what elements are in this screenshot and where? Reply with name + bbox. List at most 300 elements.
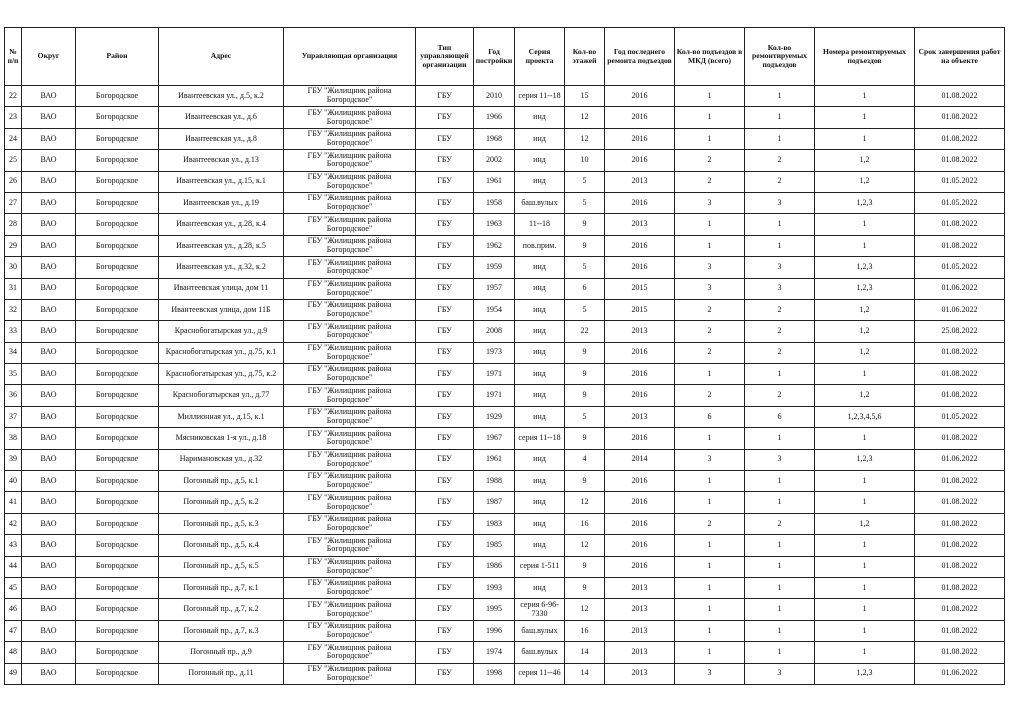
- deadline-cell: 01.08.2022: [915, 235, 1005, 256]
- build-year-cell: 1985: [474, 535, 515, 556]
- district-cell: Богородское: [76, 128, 159, 149]
- build-year-cell: 1966: [474, 107, 515, 128]
- last-repair-year-cell: 2016: [605, 192, 675, 213]
- district-cell: Богородское: [76, 428, 159, 449]
- table-row: [5, 257, 1005, 278]
- org-type-cell: ГБУ: [416, 257, 474, 278]
- build-year-cell: 1963: [474, 214, 515, 235]
- district-cell: Богородское: [76, 321, 159, 342]
- last-repair-year-cell: 2013: [605, 599, 675, 620]
- address-cell: Краснобогатырская ул., д.75, к.1: [159, 342, 284, 363]
- entrances-repaired-cell: 1: [745, 364, 815, 385]
- deadline-cell: 01.08.2022: [915, 535, 1005, 556]
- floors-cell: 12: [565, 128, 605, 149]
- entrances-repaired-cell: 2: [745, 299, 815, 320]
- entrance-numbers-cell: 1: [815, 599, 915, 620]
- last-repair-year-cell: 2013: [605, 321, 675, 342]
- floors-cell: 9: [565, 214, 605, 235]
- management-org-cell: ГБУ "Жилищник района Богородское": [284, 535, 416, 556]
- entrance-numbers-cell: 1,2: [815, 150, 915, 171]
- entrances-total-cell: 1: [675, 599, 745, 620]
- header-cell: Кол-во подъездов в МКД (всего): [675, 28, 745, 86]
- management-org-cell: ГБУ "Жилищник района Богородское": [284, 214, 416, 235]
- management-org-cell: ГБУ "Жилищник района Богородское": [284, 192, 416, 213]
- deadline-cell: 01.08.2022: [915, 342, 1005, 363]
- last-repair-year-cell: 2013: [605, 577, 675, 598]
- table-row: [5, 535, 1005, 556]
- entrances-repaired-cell: 2: [745, 150, 815, 171]
- org-type-cell: ГБУ: [416, 535, 474, 556]
- row-number-cell: 41: [5, 492, 22, 513]
- table-row: [5, 428, 1005, 449]
- okrug-cell: ВАО: [22, 86, 76, 107]
- address-cell: Погонный пр., д.7, к.3: [159, 620, 284, 641]
- row-number-cell: 43: [5, 535, 22, 556]
- entrance-numbers-cell: 1: [815, 642, 915, 663]
- address-cell: Погонный пр., д.11: [159, 663, 284, 684]
- build-year-cell: 1967: [474, 428, 515, 449]
- management-org-cell: ГБУ "Жилищник района Богородское": [284, 577, 416, 598]
- row-number-cell: 40: [5, 471, 22, 492]
- row-number-cell: 44: [5, 556, 22, 577]
- entrances-total-cell: 3: [675, 257, 745, 278]
- row-number-cell: 49: [5, 663, 22, 684]
- build-year-cell: 1971: [474, 364, 515, 385]
- district-cell: Богородское: [76, 492, 159, 513]
- management-org-cell: ГБУ "Жилищник района Богородское": [284, 556, 416, 577]
- project-series-cell: серия 11--18: [515, 428, 565, 449]
- build-year-cell: 1998: [474, 663, 515, 684]
- entrances-repaired-cell: 1: [745, 620, 815, 641]
- last-repair-year-cell: 2016: [605, 86, 675, 107]
- entrance-numbers-cell: 1,2,3: [815, 449, 915, 470]
- row-number-cell: 36: [5, 385, 22, 406]
- management-org-cell: ГБУ "Жилищник района Богородское": [284, 385, 416, 406]
- project-series-cell: инд: [515, 299, 565, 320]
- build-year-cell: 1968: [474, 128, 515, 149]
- last-repair-year-cell: 2016: [605, 385, 675, 406]
- build-year-cell: 2008: [474, 321, 515, 342]
- entrance-numbers-cell: 1,2: [815, 321, 915, 342]
- header-cell: Кол-во ремонтируемых подъездов: [745, 28, 815, 86]
- project-series-cell: инд: [515, 535, 565, 556]
- last-repair-year-cell: 2013: [605, 214, 675, 235]
- deadline-cell: 01.06.2022: [915, 449, 1005, 470]
- row-number-cell: 33: [5, 321, 22, 342]
- floors-cell: 5: [565, 406, 605, 427]
- floors-cell: 5: [565, 257, 605, 278]
- org-type-cell: ГБУ: [416, 128, 474, 149]
- project-series-cell: инд: [515, 257, 565, 278]
- table-row: [5, 577, 1005, 598]
- table-row: [5, 150, 1005, 171]
- deadline-cell: 01.08.2022: [915, 385, 1005, 406]
- okrug-cell: ВАО: [22, 107, 76, 128]
- last-repair-year-cell: 2016: [605, 513, 675, 534]
- district-cell: Богородское: [76, 535, 159, 556]
- project-series-cell: инд: [515, 513, 565, 534]
- entrances-total-cell: 1: [675, 642, 745, 663]
- build-year-cell: 1971: [474, 385, 515, 406]
- district-cell: Богородское: [76, 449, 159, 470]
- table-body: [5, 86, 1005, 685]
- last-repair-year-cell: 2016: [605, 107, 675, 128]
- table-row: [5, 321, 1005, 342]
- floors-cell: 5: [565, 171, 605, 192]
- entrances-total-cell: 1: [675, 86, 745, 107]
- build-year-cell: 1996: [474, 620, 515, 641]
- address-cell: Ивантеевская улица, дом 11Б: [159, 299, 284, 320]
- deadline-cell: 01.05.2022: [915, 192, 1005, 213]
- management-org-cell: ГБУ "Жилищник района Богородское": [284, 235, 416, 256]
- last-repair-year-cell: 2016: [605, 235, 675, 256]
- row-number-cell: 34: [5, 342, 22, 363]
- district-cell: Богородское: [76, 86, 159, 107]
- entrances-repaired-cell: 2: [745, 385, 815, 406]
- management-org-cell: ГБУ "Жилищник района Богородское": [284, 107, 416, 128]
- entrance-numbers-cell: 1: [815, 577, 915, 598]
- row-number-cell: 48: [5, 642, 22, 663]
- org-type-cell: ГБУ: [416, 599, 474, 620]
- entrance-numbers-cell: 1,2,3: [815, 278, 915, 299]
- floors-cell: 14: [565, 663, 605, 684]
- floors-cell: 5: [565, 192, 605, 213]
- floors-cell: 9: [565, 385, 605, 406]
- deadline-cell: 01.06.2022: [915, 663, 1005, 684]
- okrug-cell: ВАО: [22, 535, 76, 556]
- management-org-cell: ГБУ "Жилищник района Богородское": [284, 364, 416, 385]
- address-cell: Погонный пр., д.5, к.4: [159, 535, 284, 556]
- entrances-total-cell: 2: [675, 171, 745, 192]
- build-year-cell: 1995: [474, 599, 515, 620]
- build-year-cell: 1959: [474, 257, 515, 278]
- entrance-numbers-cell: 1: [815, 214, 915, 235]
- entrance-numbers-cell: 1: [815, 235, 915, 256]
- org-type-cell: ГБУ: [416, 150, 474, 171]
- org-type-cell: ГБУ: [416, 107, 474, 128]
- deadline-cell: 01.08.2022: [915, 428, 1005, 449]
- district-cell: Богородское: [76, 471, 159, 492]
- org-type-cell: ГБУ: [416, 192, 474, 213]
- district-cell: Богородское: [76, 150, 159, 171]
- entrances-repaired-cell: 1: [745, 492, 815, 513]
- okrug-cell: ВАО: [22, 471, 76, 492]
- table-row: [5, 278, 1005, 299]
- header-cell: Номера ремонтируемых подъездов: [815, 28, 915, 86]
- entrances-total-cell: 1: [675, 556, 745, 577]
- table-row: [5, 406, 1005, 427]
- floors-cell: 9: [565, 471, 605, 492]
- build-year-cell: 2002: [474, 150, 515, 171]
- entrance-numbers-cell: 1: [815, 428, 915, 449]
- row-number-cell: 25: [5, 150, 22, 171]
- address-cell: Погонный пр., д.5, к.2: [159, 492, 284, 513]
- deadline-cell: 01.08.2022: [915, 620, 1005, 641]
- row-number-cell: 26: [5, 171, 22, 192]
- entrances-total-cell: 2: [675, 513, 745, 534]
- table-row: [5, 663, 1005, 684]
- entrances-repaired-cell: 1: [745, 235, 815, 256]
- build-year-cell: 1988: [474, 471, 515, 492]
- header-cell: Район: [76, 28, 159, 86]
- row-number-cell: 30: [5, 257, 22, 278]
- project-series-cell: инд: [515, 449, 565, 470]
- deadline-cell: 01.08.2022: [915, 556, 1005, 577]
- last-repair-year-cell: 2015: [605, 299, 675, 320]
- last-repair-year-cell: 2016: [605, 428, 675, 449]
- entrances-total-cell: 3: [675, 449, 745, 470]
- table-row: [5, 128, 1005, 149]
- deadline-cell: 01.08.2022: [915, 577, 1005, 598]
- address-cell: Мясниковская 1-я ул., д.18: [159, 428, 284, 449]
- okrug-cell: ВАО: [22, 406, 76, 427]
- address-cell: Погонный пр., д.7, к.1: [159, 577, 284, 598]
- build-year-cell: 1974: [474, 642, 515, 663]
- address-cell: Ивантеевская ул., д.15, к.1: [159, 171, 284, 192]
- management-org-cell: ГБУ "Жилищник района Богородское": [284, 492, 416, 513]
- table-row: [5, 342, 1005, 363]
- entrance-numbers-cell: 1: [815, 492, 915, 513]
- row-number-cell: 35: [5, 364, 22, 385]
- project-series-cell: инд: [515, 321, 565, 342]
- row-number-cell: 42: [5, 513, 22, 534]
- entrances-total-cell: 1: [675, 364, 745, 385]
- project-series-cell: инд: [515, 150, 565, 171]
- district-cell: Богородское: [76, 599, 159, 620]
- district-cell: Богородское: [76, 406, 159, 427]
- management-org-cell: ГБУ "Жилищник района Богородское": [284, 342, 416, 363]
- management-org-cell: ГБУ "Жилищник района Богородское": [284, 128, 416, 149]
- entrances-repaired-cell: 2: [745, 171, 815, 192]
- entrances-total-cell: 2: [675, 150, 745, 171]
- okrug-cell: ВАО: [22, 556, 76, 577]
- table-row: [5, 171, 1005, 192]
- deadline-cell: 01.08.2022: [915, 86, 1005, 107]
- floors-cell: 9: [565, 556, 605, 577]
- floors-cell: 15: [565, 86, 605, 107]
- project-series-cell: баш.вулых: [515, 620, 565, 641]
- address-cell: Краснобогатырская ул., д.9: [159, 321, 284, 342]
- address-cell: Краснобогатырская ул., д.75, к.2: [159, 364, 284, 385]
- okrug-cell: ВАО: [22, 150, 76, 171]
- row-number-cell: 27: [5, 192, 22, 213]
- management-org-cell: ГБУ "Жилищник района Богородское": [284, 599, 416, 620]
- build-year-cell: 1973: [474, 342, 515, 363]
- project-series-cell: инд: [515, 171, 565, 192]
- entrance-numbers-cell: 1,2: [815, 385, 915, 406]
- org-type-cell: ГБУ: [416, 171, 474, 192]
- entrances-repaired-cell: 1: [745, 535, 815, 556]
- management-org-cell: ГБУ "Жилищник района Богородское": [284, 642, 416, 663]
- project-series-cell: инд: [515, 406, 565, 427]
- project-series-cell: серия 1-511: [515, 556, 565, 577]
- district-cell: Богородское: [76, 257, 159, 278]
- table-row: [5, 471, 1005, 492]
- row-number-cell: 28: [5, 214, 22, 235]
- row-number-cell: 31: [5, 278, 22, 299]
- row-number-cell: 45: [5, 577, 22, 598]
- entrances-repaired-cell: 1: [745, 642, 815, 663]
- deadline-cell: 25.08.2022: [915, 321, 1005, 342]
- address-cell: Ивантеевская ул., д.6: [159, 107, 284, 128]
- table-row: [5, 599, 1005, 620]
- last-repair-year-cell: 2016: [605, 471, 675, 492]
- build-year-cell: 2010: [474, 86, 515, 107]
- deadline-cell: 01.05.2022: [915, 171, 1005, 192]
- entrance-numbers-cell: 1,2: [815, 299, 915, 320]
- entrance-numbers-cell: 1: [815, 107, 915, 128]
- floors-cell: 9: [565, 235, 605, 256]
- okrug-cell: ВАО: [22, 321, 76, 342]
- last-repair-year-cell: 2016: [605, 364, 675, 385]
- floors-cell: 9: [565, 428, 605, 449]
- build-year-cell: 1957: [474, 278, 515, 299]
- row-number-cell: 38: [5, 428, 22, 449]
- entrances-total-cell: 1: [675, 428, 745, 449]
- entrances-repaired-cell: 3: [745, 192, 815, 213]
- project-series-cell: инд: [515, 278, 565, 299]
- org-type-cell: ГБУ: [416, 513, 474, 534]
- district-cell: Богородское: [76, 235, 159, 256]
- table-row: [5, 492, 1005, 513]
- last-repair-year-cell: 2015: [605, 278, 675, 299]
- project-series-cell: баш.вулых: [515, 642, 565, 663]
- entrance-numbers-cell: 1: [815, 128, 915, 149]
- last-repair-year-cell: 2016: [605, 556, 675, 577]
- district-cell: Богородское: [76, 342, 159, 363]
- district-cell: Богородское: [76, 278, 159, 299]
- deadline-cell: 01.05.2022: [915, 257, 1005, 278]
- entrance-numbers-cell: 1: [815, 535, 915, 556]
- last-repair-year-cell: 2016: [605, 257, 675, 278]
- management-org-cell: ГБУ "Жилищник района Богородское": [284, 513, 416, 534]
- last-repair-year-cell: 2016: [605, 128, 675, 149]
- entrances-total-cell: 1: [675, 128, 745, 149]
- management-org-cell: ГБУ "Жилищник района Богородское": [284, 171, 416, 192]
- district-cell: Богородское: [76, 663, 159, 684]
- okrug-cell: ВАО: [22, 128, 76, 149]
- org-type-cell: ГБУ: [416, 471, 474, 492]
- org-type-cell: ГБУ: [416, 214, 474, 235]
- project-series-cell: инд: [515, 364, 565, 385]
- repair-schedule-table: [4, 27, 1005, 685]
- build-year-cell: 1929: [474, 406, 515, 427]
- okrug-cell: ВАО: [22, 642, 76, 663]
- org-type-cell: ГБУ: [416, 428, 474, 449]
- floors-cell: 4: [565, 449, 605, 470]
- floors-cell: 14: [565, 642, 605, 663]
- header-cell: Тип управляющей организации: [416, 28, 474, 86]
- project-series-cell: инд: [515, 342, 565, 363]
- deadline-cell: 01.08.2022: [915, 364, 1005, 385]
- management-org-cell: ГБУ "Жилищник района Богородское": [284, 406, 416, 427]
- entrance-numbers-cell: 1: [815, 471, 915, 492]
- entrances-total-cell: 1: [675, 235, 745, 256]
- deadline-cell: 01.08.2022: [915, 150, 1005, 171]
- entrances-total-cell: 3: [675, 192, 745, 213]
- org-type-cell: ГБУ: [416, 406, 474, 427]
- floors-cell: 16: [565, 513, 605, 534]
- entrances-repaired-cell: 3: [745, 663, 815, 684]
- address-cell: Ивантеевская ул., д.8: [159, 128, 284, 149]
- project-series-cell: инд: [515, 577, 565, 598]
- build-year-cell: 1993: [474, 577, 515, 598]
- district-cell: Богородское: [76, 192, 159, 213]
- okrug-cell: ВАО: [22, 171, 76, 192]
- address-cell: Погонный пр., д.9: [159, 642, 284, 663]
- table-row: [5, 299, 1005, 320]
- last-repair-year-cell: 2014: [605, 449, 675, 470]
- district-cell: Богородское: [76, 364, 159, 385]
- table-row: [5, 214, 1005, 235]
- entrances-repaired-cell: 1: [745, 428, 815, 449]
- floors-cell: 12: [565, 535, 605, 556]
- build-year-cell: 1961: [474, 449, 515, 470]
- header-cell: Адрес: [159, 28, 284, 86]
- management-org-cell: ГБУ "Жилищник района Богородское": [284, 299, 416, 320]
- entrance-numbers-cell: 1: [815, 556, 915, 577]
- build-year-cell: 1961: [474, 171, 515, 192]
- entrances-repaired-cell: 3: [745, 278, 815, 299]
- okrug-cell: ВАО: [22, 278, 76, 299]
- okrug-cell: ВАО: [22, 235, 76, 256]
- last-repair-year-cell: 2013: [605, 171, 675, 192]
- floors-cell: 16: [565, 620, 605, 641]
- entrances-repaired-cell: 2: [745, 321, 815, 342]
- entrances-total-cell: 3: [675, 663, 745, 684]
- entrance-numbers-cell: 1,2: [815, 171, 915, 192]
- okrug-cell: ВАО: [22, 620, 76, 641]
- floors-cell: 6: [565, 278, 605, 299]
- header-cell: Управляющая организация: [284, 28, 416, 86]
- okrug-cell: ВАО: [22, 364, 76, 385]
- row-number-cell: 29: [5, 235, 22, 256]
- management-org-cell: ГБУ "Жилищник района Богородское": [284, 620, 416, 641]
- address-cell: Ивантеевская улица, дом 11: [159, 278, 284, 299]
- entrances-repaired-cell: 6: [745, 406, 815, 427]
- district-cell: Богородское: [76, 299, 159, 320]
- okrug-cell: ВАО: [22, 449, 76, 470]
- org-type-cell: ГБУ: [416, 86, 474, 107]
- address-cell: Миллионная ул., д.15, к.1: [159, 406, 284, 427]
- district-cell: Богородское: [76, 107, 159, 128]
- entrances-repaired-cell: 1: [745, 107, 815, 128]
- build-year-cell: 1987: [474, 492, 515, 513]
- org-type-cell: ГБУ: [416, 364, 474, 385]
- entrances-repaired-cell: 1: [745, 577, 815, 598]
- entrances-repaired-cell: 3: [745, 449, 815, 470]
- management-org-cell: ГБУ "Жилищник района Богородское": [284, 471, 416, 492]
- address-cell: Погонный пр., д.7, к.2: [159, 599, 284, 620]
- entrances-repaired-cell: 1: [745, 556, 815, 577]
- org-type-cell: ГБУ: [416, 299, 474, 320]
- floors-cell: 12: [565, 107, 605, 128]
- address-cell: Ивантеевская ул., д.28, к.5: [159, 235, 284, 256]
- last-repair-year-cell: 2016: [605, 535, 675, 556]
- deadline-cell: 01.08.2022: [915, 214, 1005, 235]
- deadline-cell: 01.08.2022: [915, 471, 1005, 492]
- deadline-cell: 01.08.2022: [915, 492, 1005, 513]
- entrance-numbers-cell: 1,2,3: [815, 257, 915, 278]
- entrances-total-cell: 1: [675, 577, 745, 598]
- row-number-cell: 24: [5, 128, 22, 149]
- entrances-repaired-cell: 1: [745, 599, 815, 620]
- build-year-cell: 1983: [474, 513, 515, 534]
- org-type-cell: ГБУ: [416, 620, 474, 641]
- row-number-cell: 22: [5, 86, 22, 107]
- floors-cell: 9: [565, 342, 605, 363]
- entrances-total-cell: 1: [675, 535, 745, 556]
